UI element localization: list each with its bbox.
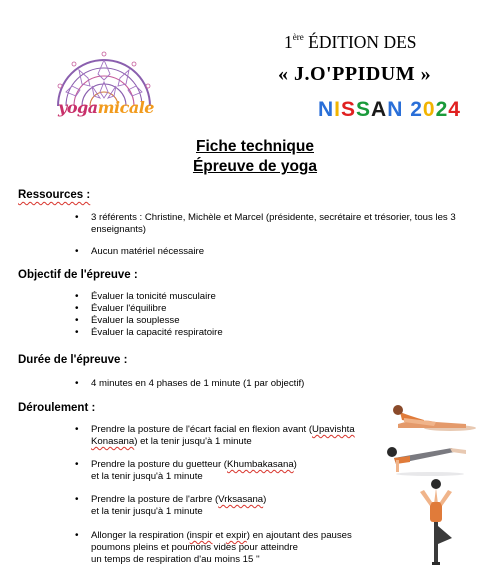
step-text: poumons pleins et poumons vides pour atteindre <box>91 542 298 553</box>
objectif-list <box>75 291 475 339</box>
step-posture-name: Khumbakasana <box>227 459 294 470</box>
list-item: • Évaluer l'équilibre <box>75 303 475 315</box>
heading-ressources: Ressources : <box>18 189 91 201</box>
festival-letter: S <box>341 98 357 121</box>
festival-word <box>318 98 403 121</box>
deroulement-list-3 <box>75 494 375 518</box>
event-name: « J.O'PPIDUM » <box>278 63 432 85</box>
brand-part-2: micale <box>97 98 154 117</box>
title-line-2: Épreuve de yoga <box>192 158 318 175</box>
festival-letter: S <box>356 98 372 121</box>
tree-pose-icon <box>420 479 452 565</box>
step-text: Prendre la posture de l'arbre ( <box>91 494 219 505</box>
list-item: • Aucun matériel nécessaire <box>75 246 475 258</box>
step-word: expir <box>225 530 247 541</box>
step-posture-name: Konasana <box>91 436 135 447</box>
festival-letter: I <box>334 98 342 121</box>
list-item <box>75 424 375 448</box>
ressources-list-2 <box>75 246 475 258</box>
plank-pose-icon <box>387 447 466 476</box>
heading-objectif: Objectif de l'épreuve : <box>18 269 138 281</box>
step-posture-name: Upavishta <box>312 424 355 435</box>
step-text: ) <box>263 494 267 505</box>
edition-line <box>284 32 484 53</box>
step-text: Prendre la posture de l'écart facial en flexion avant ( <box>91 424 313 435</box>
list-item: • Évaluer la tonicité musculaire <box>75 291 475 303</box>
edition-superscript: ère <box>292 32 304 42</box>
step-text: un temps de respiration d'au moins 15 '' <box>91 554 260 565</box>
list-item <box>75 459 375 483</box>
step-text: ) <box>293 459 297 470</box>
festival-letter: N <box>387 98 404 121</box>
ressources-list <box>75 212 475 236</box>
yoga-poses-illustration <box>380 388 480 572</box>
edition-text: ÉDITION DES <box>303 32 417 52</box>
edition-number: 1 <box>284 32 293 52</box>
festival-letter: A <box>371 98 388 121</box>
step-text: et la tenir jusqu'à 1 minute <box>91 506 203 517</box>
festival-letter: 2 <box>435 98 449 121</box>
list-item <box>75 494 375 518</box>
list-item: • Évaluer la capacité respiratoire <box>75 327 475 339</box>
festival-letter: 0 <box>422 98 436 121</box>
mandala-logo <box>52 36 156 142</box>
document-title <box>0 137 500 177</box>
step-text: et <box>212 530 226 541</box>
list-item: • 4 minutes en 4 phases de 1 minute (1 par objectif) <box>75 378 475 390</box>
deroulement-list-2 <box>75 459 375 483</box>
festival-letter: N <box>318 98 335 121</box>
deroulement-list-1 <box>75 424 375 448</box>
festival-banner <box>318 98 461 122</box>
list-item <box>75 530 385 566</box>
deroulement-list-4 <box>75 530 385 566</box>
step-text: et la tenir jusqu'à 1 minute <box>91 471 203 482</box>
list-item: • Évaluer la souplesse <box>75 315 475 327</box>
step-word: inspir <box>189 530 213 541</box>
festival-year <box>410 98 461 121</box>
heading-deroulement: Déroulement : <box>18 402 96 414</box>
step-text: ) et la tenir jusqu'à 1 minute <box>134 436 252 447</box>
forward-bend-pose-icon <box>393 405 476 431</box>
brand-wordmark <box>56 98 156 117</box>
step-text: Prendre la posture du guetteur ( <box>91 459 227 470</box>
festival-letter: 2 <box>410 98 423 121</box>
heading-duree: Durée de l'épreuve : <box>18 354 128 366</box>
list-item: • 3 référents : Christine, Michèle et Marcel (présidente, secrétaire et trésorier, tous les 3 enseignants) <box>75 212 475 236</box>
title-line-1: Fiche technique <box>196 138 314 155</box>
festival-letter: 4 <box>448 98 461 121</box>
step-posture-name: Vrksasana <box>218 494 264 505</box>
brand-part-1: yoga <box>58 98 98 117</box>
step-text: ) en ajoutant des pauses <box>246 530 352 541</box>
step-text: Allonger la respiration ( <box>91 530 190 541</box>
